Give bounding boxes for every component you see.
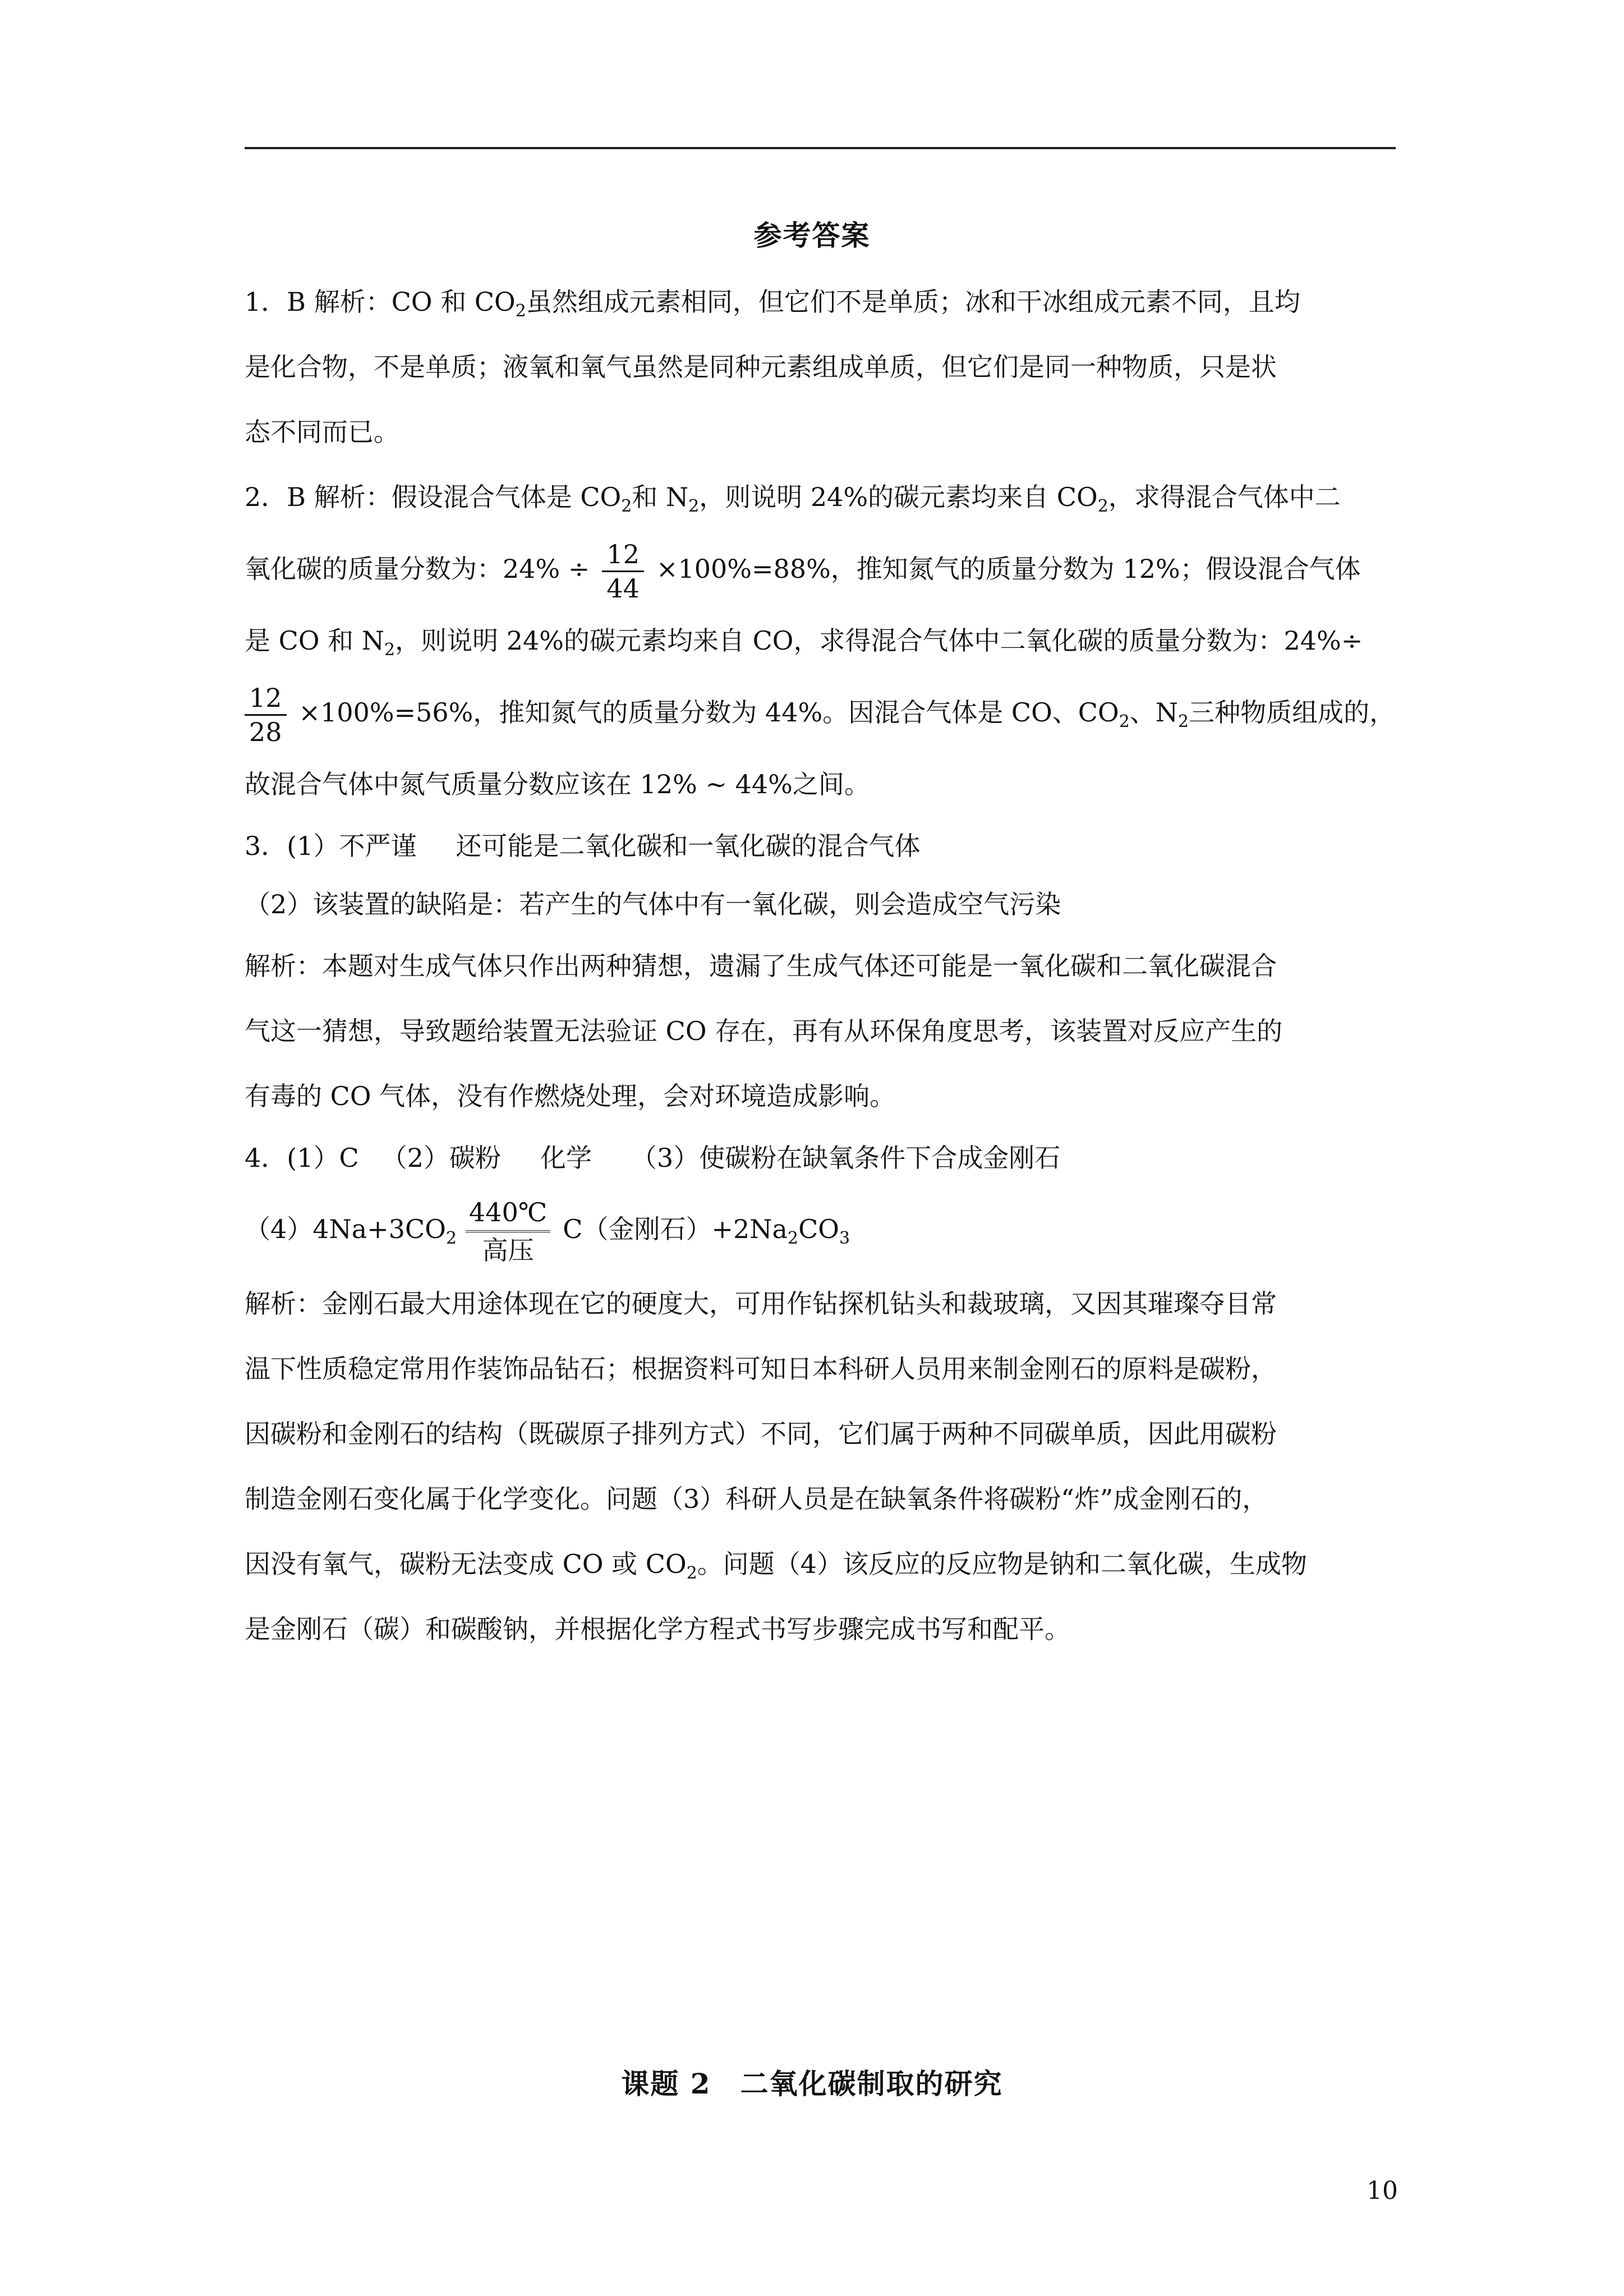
q4-line-4: 温下性质稳定常用作装饰品钻石；根据资料可知日本科研人员用来制金刚石的原料是碳粉， (245, 1354, 1277, 1384)
q4-line-5: 因碳粉和金刚石的结构（既碳原子排列方式）不同，它们属于两种不同碳单质，因此用碳粉 (245, 1419, 1277, 1449)
q3-line-5: 有毒的 CO 气体，没有作燃烧处理，会对环境造成影响。 (245, 1081, 896, 1111)
fraction-denominator: 28 (245, 714, 287, 748)
q4-text: 因没有氧气，碳粉无法变成 CO 或 CO (245, 1549, 687, 1579)
q2-text: 2．B 解析：假设混合气体是 CO (245, 482, 622, 512)
q2-text: ×100%=88%，推知氮气的质量分数为 12%；假设混合气体 (656, 554, 1361, 584)
q2-text: ×100%=56%，推知氮气的质量分数为 44%。因混合气体是 CO、CO (298, 697, 1119, 728)
q2-text: 和 N (632, 482, 689, 512)
q2-line-1 (245, 464, 1400, 530)
equation-text: （4）4Na+3CO (245, 1214, 446, 1244)
fraction-denominator: 44 (602, 570, 644, 605)
header-rule (245, 147, 1396, 149)
fraction-numerator: 12 (249, 682, 282, 713)
fraction-numerator: 12 (606, 539, 640, 569)
q4-text: 。问题（4）该反应的反应物是钠和二氧化碳，生成物 (697, 1549, 1308, 1579)
q1-line-1 (245, 269, 1400, 334)
reaction-condition (466, 1197, 550, 1266)
q2-text: 三种物质组成的， (1189, 697, 1396, 728)
subscript: 2 (686, 1563, 697, 1583)
subscript: 2 (1097, 496, 1108, 516)
q4-line-3: 解析：金刚石最大用途体现在它的硬度大，可用作钻探机钻头和裁玻璃，又因其璀璨夺目常 (245, 1289, 1277, 1319)
page-title: 参考答案 (753, 219, 871, 252)
equation-text: CO (798, 1214, 839, 1244)
q4-text: 化学 (540, 1143, 592, 1173)
q3-text: 3．(1）不严谨 (245, 831, 417, 861)
condition-pressure: 高压 (482, 1235, 534, 1266)
q2-line-3 (245, 608, 1400, 673)
q2-line-5: 故混合气体中氮气质量分数应该在 12% ~ 44%之间。 (245, 769, 870, 799)
q4-line-1 (245, 1129, 1400, 1187)
q4-text: 4．(1）C (245, 1143, 359, 1173)
subscript: 2 (688, 496, 700, 516)
q1-line-2: 是化合物，不是单质；液氧和氧气虽然是同种元素组成单质，但它们是同一种物质，只是状 (245, 352, 1277, 382)
q2-line-2 (245, 530, 1400, 608)
q4-line-7 (245, 1531, 1400, 1596)
q3-line-3: 解析：本题对生成气体只作出两种猜想，遗漏了生成气体还可能是一氧化碳和二氧化碳混合 (245, 951, 1277, 981)
equation-text: C（金刚石）+2Na (563, 1214, 788, 1244)
subscript: 2 (384, 640, 395, 660)
subscript: 2 (787, 1228, 799, 1248)
subscript: 2 (1178, 712, 1189, 731)
subscript: 2 (621, 496, 632, 516)
q2-text: ，则说明 24%的碳元素均来自 CO (699, 482, 1098, 512)
q2-text: 是 CO 和 N (245, 625, 385, 656)
fraction-12-28 (245, 682, 287, 748)
q3-line-4: 气这一猜想，导致题给装置无法验证 CO 存在，再有从环保角度思考，该装置对反应产生的 (245, 1016, 1283, 1046)
q4-text: （3）使碳粉在缺氧条件下合成金刚石 (631, 1143, 1061, 1173)
subscript: 3 (839, 1228, 850, 1248)
q4-text: （2）碳粉 (381, 1143, 501, 1173)
q2-text: 、N (1129, 697, 1179, 728)
subscript: 2 (515, 301, 526, 321)
page-number: 10 (1367, 2177, 1398, 2205)
q3-line-1 (245, 817, 1400, 875)
q2-text: 氧化碳的质量分数为：24% ÷ (245, 554, 590, 584)
lesson-title: 课题 2 二氧化碳制取的研究 (621, 2067, 1003, 2100)
q4-line-6: 制造金刚石变化属于化学变化。问题（3）科研人员是在缺氧条件将碳粉“炸”成金刚石的， (245, 1484, 1268, 1514)
subscript: 2 (445, 1228, 457, 1248)
q2-line-4 (245, 673, 1400, 752)
condition-temperature: 440℃ (466, 1197, 550, 1232)
subscript: 2 (1119, 712, 1130, 731)
q2-text: ，求得混合气体中二 (1108, 482, 1341, 512)
q3-text: 还可能是二氧化碳和一氧化碳的混合气体 (456, 831, 921, 861)
answer-content (245, 269, 1400, 1662)
q4-equation (245, 1187, 1400, 1271)
fraction-12-44 (602, 538, 644, 605)
q1-text: 虽然组成元素相同，但它们不是单质；冰和干冰组成元素不同，且均 (526, 287, 1300, 317)
q1-line-3: 态不同而已。 (245, 417, 399, 447)
q4-line-8: 是金刚石（碳）和碳酸钠，并根据化学方程式书写步骤完成书写和配平。 (245, 1614, 1070, 1644)
q2-text: ，则说明 24%的碳元素均来自 CO，求得混合气体中二氧化碳的质量分数为：24%÷ (395, 625, 1363, 656)
q3-line-2: （2）该装置的缺陷是：若产生的气体中有一氧化碳，则会造成空气污染 (245, 889, 1061, 919)
q1-text: 1．B 解析：CO 和 CO (245, 287, 516, 317)
